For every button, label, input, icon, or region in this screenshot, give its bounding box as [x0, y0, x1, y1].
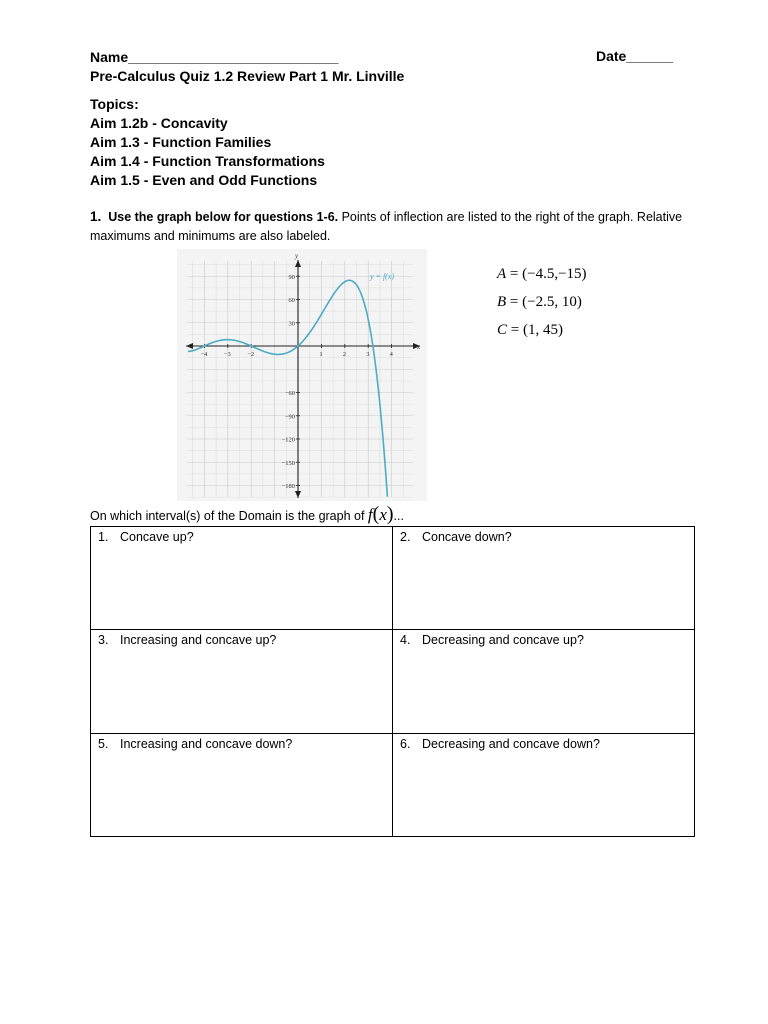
question-increasing-concave-down: Increasing and concave down?	[120, 737, 293, 751]
question-table	[90, 526, 695, 837]
question-decreasing-concave-up: Decreasing and concave up?	[422, 633, 584, 647]
question-decreasing-concave-down: Decreasing and concave down?	[422, 737, 600, 751]
x-tick-label: −3	[223, 351, 231, 358]
topic-item: Aim 1.2b - Concavity	[90, 115, 228, 131]
question-text: Points of inflection are listed to the right of the graph. Relative maximums and minimums are also labeled.	[90, 210, 683, 243]
curve-label: y = f(x)	[370, 272, 395, 281]
topics-heading: Topics:	[90, 96, 139, 112]
question-1-instructions	[90, 207, 690, 246]
x-tick-label: −2	[247, 351, 255, 358]
function-notation: f(x)	[367, 503, 394, 525]
answer-cell-6[interactable]: 6. Decreasing and concave down?	[393, 734, 695, 837]
y-tick-label: 30	[288, 320, 295, 328]
question-concave-down: Concave down?	[422, 530, 512, 544]
name-line: Name___________________________	[90, 49, 339, 65]
answer-cell-1[interactable]: 1. Concave up?	[91, 527, 393, 630]
y-tick-label: 90	[288, 273, 295, 281]
quiz-title: Pre-Calculus Quiz 1.2 Review Part 1 Mr. Linville	[90, 68, 405, 84]
function-graph	[177, 249, 427, 501]
y-tick-label: −180	[281, 483, 295, 490]
answer-cell-5[interactable]: 5. Increasing and concave down?	[91, 734, 393, 837]
topic-item: Aim 1.3 - Function Families	[90, 134, 272, 150]
question-increasing-concave-up: Increasing and concave up?	[120, 633, 277, 647]
y-axis-label: y	[295, 252, 299, 260]
answer-cell-4[interactable]: 4. Decreasing and concave up?	[393, 630, 695, 734]
y-tick-label: −90	[284, 413, 295, 421]
date-line: Date______	[596, 48, 674, 64]
graph-background	[177, 249, 427, 501]
question-lead: Use the graph below for questions 1-6.	[108, 210, 339, 224]
x-axis-label: x	[417, 343, 421, 351]
y-tick-label: 60	[288, 297, 295, 304]
x-tick-label: 1	[319, 351, 323, 358]
inflection-point-a: A = (−4.5,−15)	[497, 266, 587, 282]
y-tick-label: −150	[281, 459, 295, 467]
answer-cell-3[interactable]: 3. Increasing and concave up?	[91, 630, 393, 734]
topic-item: Aim 1.4 - Function Transformations	[90, 153, 325, 169]
table-prompt: On which interval(s) of the Domain is the graph of f(x)...	[90, 503, 404, 525]
question-concave-up: Concave up?	[120, 530, 194, 544]
answer-cell-2[interactable]: 2. Concave down?	[393, 527, 695, 630]
x-tick-label: 2	[342, 351, 347, 358]
x-tick-label: −4	[200, 351, 208, 358]
inflection-points-list	[497, 260, 587, 344]
y-tick-label: −60	[284, 390, 295, 397]
question-number: 1.	[90, 209, 102, 224]
y-tick-label: −120	[281, 436, 295, 444]
x-tick-label: 4	[389, 351, 393, 358]
inflection-point-c: C = (1, 45)	[497, 322, 563, 338]
topic-item: Aim 1.5 - Even and Odd Functions	[90, 172, 318, 188]
inflection-point-b: B = (−2.5, 10)	[497, 294, 582, 310]
x-tick-label: 3	[366, 351, 370, 358]
